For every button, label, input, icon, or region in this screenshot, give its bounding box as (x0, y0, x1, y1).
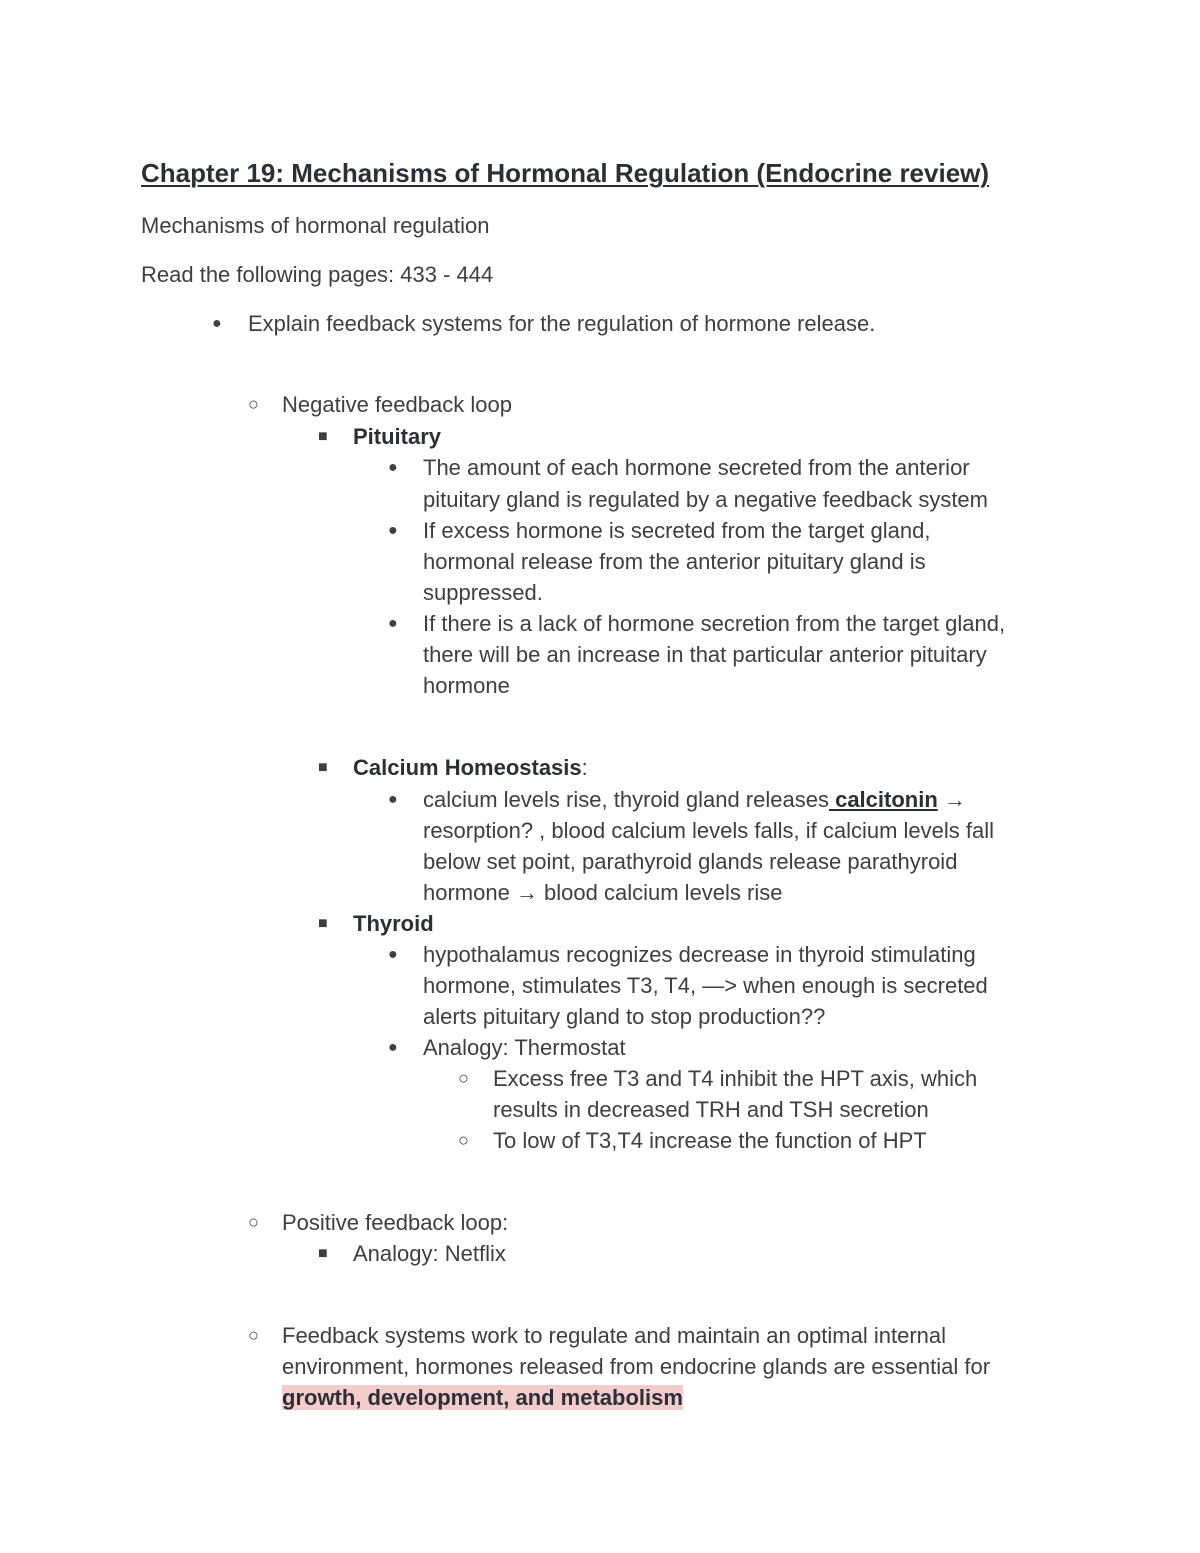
bullet-square-icon: ■ (318, 428, 328, 445)
thyroid-point-1-line-3: alerts pituitary gland to stop production?? (423, 1004, 826, 1029)
pituitary-point-2-line-1: If excess hormone is secreted from the target gland, (423, 518, 931, 543)
main-point: Explain feedback systems for the regulation of hormone release. (248, 311, 876, 336)
bullet-filled-icon: ● (388, 946, 398, 963)
calcium-line-2: resorption? , blood calcium levels falls, if calcium levels fall (423, 818, 995, 843)
thyroid-point-1-line-1: hypothalamus recognizes decrease in thyroid stimulating (423, 942, 976, 967)
bullet-hollow-icon: ○ (248, 1325, 259, 1345)
thermostat-sub-1-line-1: Excess free T3 and T4 inhibit the HPT axis, which (493, 1066, 978, 1091)
thermostat-sub-1-line-2: results in decreased TRH and TSH secretion (493, 1097, 929, 1122)
calcium-heading-text: Calcium Homeostasis (353, 755, 582, 780)
calcitonin-term: calcitonin (828, 787, 938, 812)
pituitary-point-2-line-3: suppressed. (423, 580, 543, 605)
bullet-filled-icon: ● (388, 791, 398, 808)
bullet-filled-icon: ● (212, 315, 222, 332)
calcium-line-1-pre: calcium levels rise, thyroid gland releases (423, 787, 829, 812)
reading-assignment: Read the following pages: 433 - 444 (141, 262, 494, 287)
bullet-hollow-icon: ○ (458, 1130, 469, 1150)
bullet-filled-icon: ● (388, 615, 398, 632)
netflix-analogy: Analogy: Netflix (353, 1241, 506, 1266)
calcium-line-3: below set point, parathyroid glands release parathyroid (423, 849, 958, 874)
bullet-square-icon: ■ (318, 1245, 328, 1262)
calcium-heading-colon: : (581, 755, 588, 780)
bullet-filled-icon: ● (388, 459, 398, 476)
highlighted-phrase: growth, development, and metabolism (282, 1385, 683, 1410)
bullet-filled-icon: ● (388, 522, 398, 539)
positive-feedback-label: Positive feedback loop: (282, 1210, 509, 1235)
pituitary-point-1-line-1: The amount of each hormone secreted from the anterior (423, 455, 970, 480)
bullet-hollow-icon: ○ (248, 394, 259, 414)
bullet-hollow-icon: ○ (248, 1212, 259, 1232)
pituitary-heading: Pituitary (353, 424, 442, 449)
bullet-hollow-icon: ○ (458, 1068, 469, 1088)
calcium-line-4: hormone → blood calcium levels rise (423, 880, 783, 905)
calcium-line-1-arrow: → (937, 787, 966, 812)
thyroid-heading: Thyroid (353, 911, 434, 936)
pituitary-point-1-line-2: pituitary gland is regulated by a negative feedback system (423, 487, 988, 512)
pituitary-point-3-line-2: there will be an increase in that particular anterior pituitary (423, 642, 987, 667)
thyroid-point-1-line-2: hormone, stimulates T3, T4, —> when enough is secreted (423, 973, 988, 998)
bullet-filled-icon: ● (388, 1039, 398, 1056)
subtitle: Mechanisms of hormonal regulation (141, 213, 490, 238)
thermostat-sub-2: To low of T3,T4 increase the function of HPT (493, 1128, 927, 1153)
summary-line-3 (282, 1382, 683, 1413)
bullet-square-icon: ■ (318, 915, 328, 932)
summary-line-2: environment, hormones released from endocrine glands are essential for (282, 1354, 991, 1379)
pituitary-point-3-line-1: If there is a lack of hormone secretion from the target gland, (423, 611, 1006, 636)
calcium-line-1 (423, 784, 966, 815)
summary-line-1: Feedback systems work to regulate and maintain an optimal internal (282, 1323, 947, 1348)
pituitary-point-2-line-2: hormonal release from the anterior pituitary gland is (423, 549, 926, 574)
pituitary-point-3-line-3: hormone (423, 673, 510, 698)
negative-feedback-label: Negative feedback loop (282, 392, 512, 417)
page-title: Chapter 19: Mechanisms of Hormonal Regulation (Endocrine review) (141, 158, 990, 188)
thyroid-analogy: Analogy: Thermostat (423, 1035, 626, 1060)
bullet-square-icon: ■ (318, 759, 328, 776)
calcium-heading (353, 752, 588, 783)
